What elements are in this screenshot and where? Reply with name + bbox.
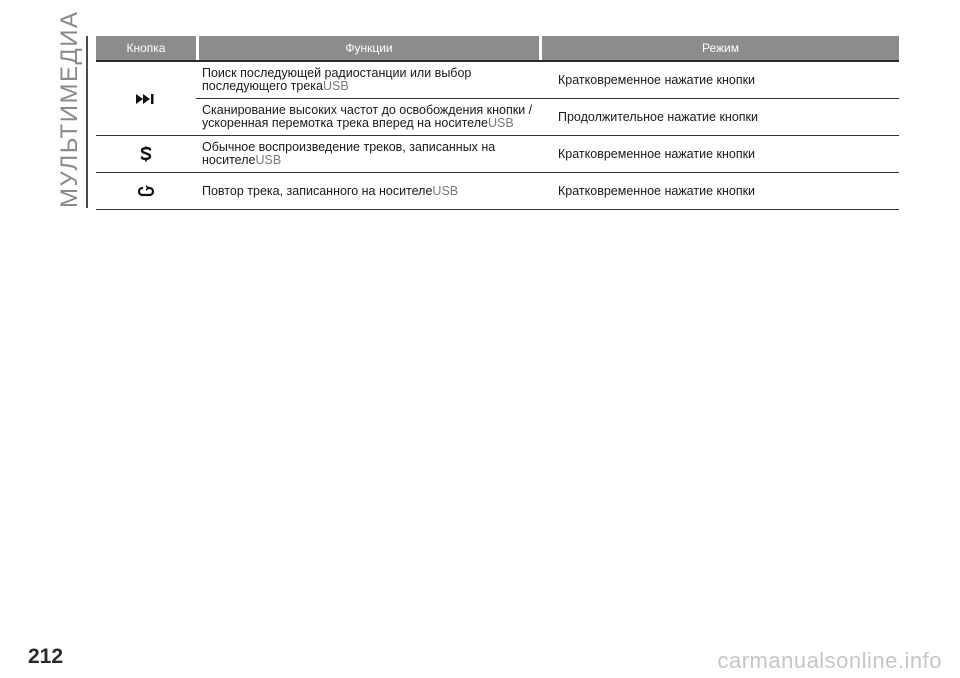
- function-cell: [196, 99, 546, 135]
- table-subrow: [196, 173, 899, 209]
- usb-label: USB: [487, 116, 514, 130]
- shuffle-icon: [140, 146, 152, 162]
- table-row: [96, 173, 899, 210]
- function-cell: [196, 62, 546, 98]
- header-mode: Режим: [542, 36, 899, 60]
- usb-label: USB: [323, 79, 349, 93]
- mode-cell: Продолжительное нажатие кнопки: [558, 110, 758, 124]
- side-rule: [86, 36, 88, 208]
- section-title: МУЛЬТИМЕДИА: [56, 10, 83, 208]
- watermark: carmanualsonline.info: [717, 648, 942, 673]
- next-track-icon: [136, 93, 156, 105]
- header-button: Кнопка: [96, 36, 196, 60]
- button-function-table: [96, 36, 899, 210]
- mode-cell: Кратковременное нажатие кнопки: [558, 184, 756, 198]
- function-cell: [196, 173, 546, 209]
- button-cell: [96, 136, 196, 172]
- page-number: 212: [28, 645, 64, 668]
- table-subrow: [196, 62, 899, 98]
- table-row: [96, 136, 899, 173]
- table-subrow: [196, 98, 899, 135]
- table-header: [96, 36, 899, 60]
- usb-label: USB: [432, 183, 459, 198]
- function-text: Сканирование высоких частот до освобождения кнопки / ускоренная перемотка трека вперед на носителе: [202, 103, 533, 130]
- button-cell: [96, 62, 196, 135]
- table-subrow: [196, 136, 899, 172]
- function-text: Поиск последующей радиостанции или выбор последующего трека: [202, 66, 472, 93]
- repeat-icon: [137, 185, 155, 198]
- function-text: Обычное воспроизведение треков, записанных на носителе: [202, 140, 496, 167]
- mode-cell: Кратковременное нажатие кнопки: [558, 73, 756, 87]
- table-row: [96, 62, 899, 136]
- button-cell: [96, 173, 196, 209]
- header-functions: Функции: [199, 36, 539, 60]
- function-text: Повтор трека, записанного на носителе: [202, 183, 433, 198]
- function-cell: [196, 136, 546, 172]
- usb-label: USB: [255, 153, 282, 167]
- mode-cell: Кратковременное нажатие кнопки: [558, 147, 756, 161]
